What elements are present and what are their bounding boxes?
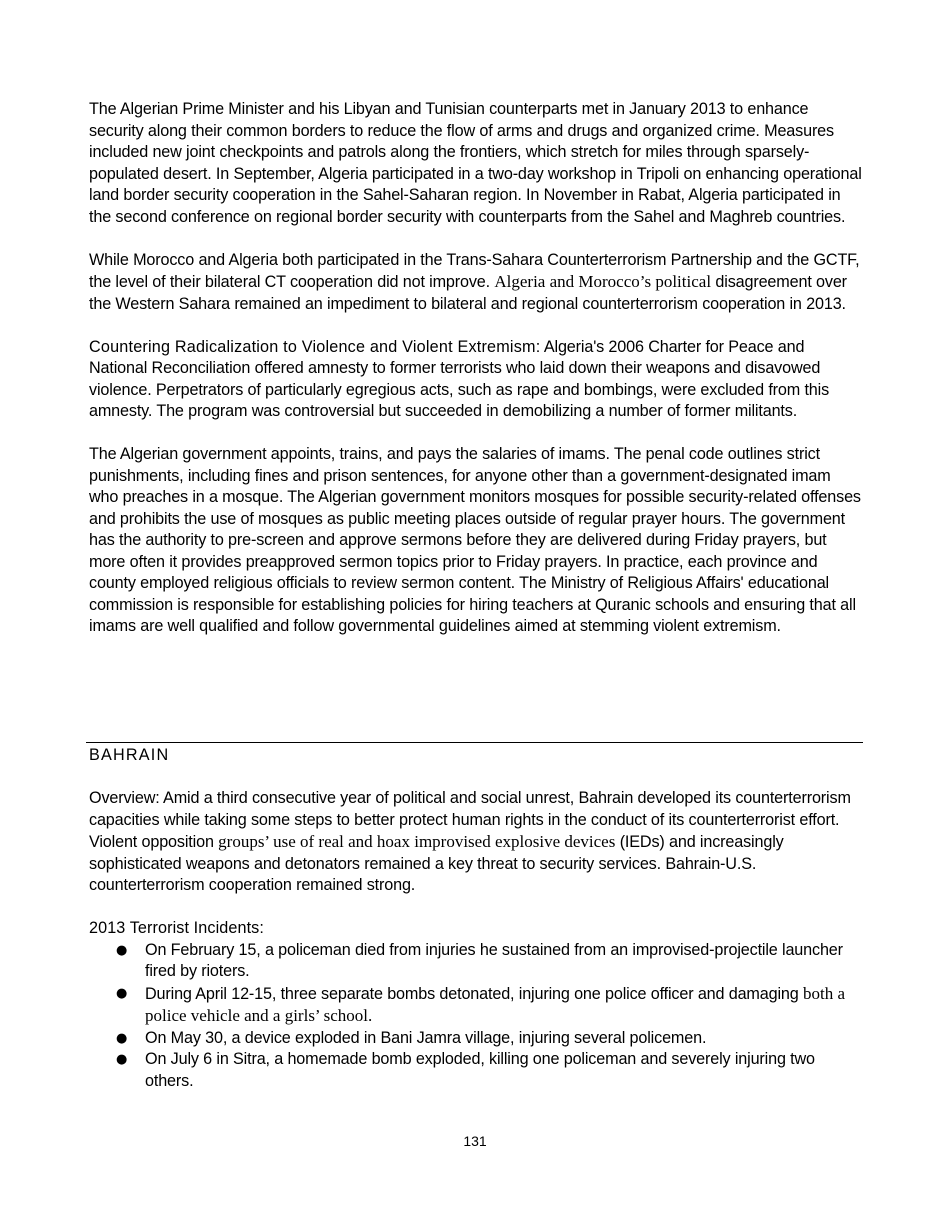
incident-text: During April 12-15, three separate bombs detonated, injuring one police officer and damaging: [145, 984, 803, 1003]
morocco-text-part-1: While Morocco and Algeria both participated in the Trans-Sahara Counterterrorism Partnership and the GCTF, the level of their bilateral CT cooperation did not improve.: [89, 250, 860, 291]
incidents-title: 2013 Terrorist Incidents:: [89, 919, 264, 937]
incident-text: On July 6 in Sitra, a homemade bomb exploded, killing one policeman and severely injuring two others.: [145, 1050, 815, 1090]
list-item: [89, 1049, 863, 1092]
bahrain-section: [89, 788, 863, 1092]
overview-text-part-1: Overview: Amid a third consecutive year of political and social unrest, Bahrain developed its counterterrorism capacities while taking some steps to better protect human rights in the conduct of its counterterrorist effort. Violent opposition: [89, 789, 851, 851]
bullet-icon: ●: [116, 1030, 128, 1046]
bullet-icon: ●: [116, 1052, 128, 1067]
bullet-icon: ●: [116, 985, 128, 1001]
bullet-icon: ●: [116, 942, 128, 958]
list-item: [89, 983, 863, 1028]
incident-text-serif: both a police vehicle and a girls’ school.: [145, 983, 845, 1025]
countering-radicalization-paragraph: [89, 337, 863, 423]
incident-text: On February 15, a policeman died from injuries he sustained from an improvised-projectile launcher fired by rioters.: [145, 940, 843, 980]
page-number: 131: [463, 1133, 487, 1149]
list-item: [89, 1028, 863, 1050]
countering-radicalization-heading: Countering Radicalization to Violence and Violent Extremism:: [89, 337, 541, 356]
bahrain-heading: BAHRAIN: [89, 746, 170, 764]
list-item: [89, 940, 863, 983]
imams-paragraph: The Algerian government appoints, trains, and pays the salaries of imams. The penal code outlines strict punishments, including fines and prison sentences, for anyone other than a government-designated imam who preaches in a mosque. The Algerian government monitors mosques for possible security-related offenses and prohibits the use of mosques as public meeting places outside of regular prayer hours. The government has the authority to pre-screen and approve sermons before they are delivered during Friday prayers, but more often it provides preapproved sermon topics prior to Friday prayers. In practice, each province and county employed religious officials to review sermon content. The Ministry of Religious Affairs' educational commission is responsible for establishing policies for hiring teachers at Quranic schools and ensuring that all imams are well qualified and follow governmental guidelines aimed at stemming violent extremism.: [89, 445, 861, 635]
morocco-text-part-3: disagreement over the Western Sahara remained an impediment to bilateral and regional counterterrorism cooperation in 2013.: [89, 273, 847, 313]
countering-radicalization-body: Algeria's 2006 Charter for Peace and National Reconciliation offered amnesty to former terrorists who laid down their weapons and disavowed violence. Perpetrators of particularly egregious acts, such as rape and bombings, were excluded from this amnesty. The program was controversial but succeeded in demobilizing a number of former militants.: [89, 337, 830, 420]
border-security-paragraph: The Algerian Prime Minister and his Libyan and Tunisian counterparts met in January 2013 to enhance security along their common borders to reduce the flow of arms and drugs and organized crime. Measures included new joint checkpoints and patrols along the frontiers, which stretch for miles through sparsely-populated desert. In September, Algeria participated in a two-day workshop in Tripoli on enhancing operational land border security cooperation in the Sahel-Saharan region. In November in Rabat, Algeria participated in the second conference on regional border security with counterparts from the Sahel and Maghreb countries.: [89, 100, 862, 226]
algeria-section: [89, 99, 863, 659]
incident-text: On May 30, a device exploded in Bani Jamra village, injuring several policemen.: [145, 1028, 707, 1047]
morocco-cooperation-paragraph: [89, 250, 863, 316]
bahrain-overview-paragraph: [89, 788, 863, 897]
overview-text-part-3: (IEDs) and increasingly sophisticated weapons and detonators remained a key threat to security services. Bahrain-U.S. counterterrorism cooperation remained strong.: [89, 833, 784, 894]
overview-text-part-2: groups’ use of real and hoax improvised explosive devices: [218, 832, 616, 851]
incidents-list: [89, 940, 863, 1093]
morocco-text-part-2: Algeria and Morocco’s political: [494, 272, 712, 291]
section-divider: [86, 742, 863, 743]
